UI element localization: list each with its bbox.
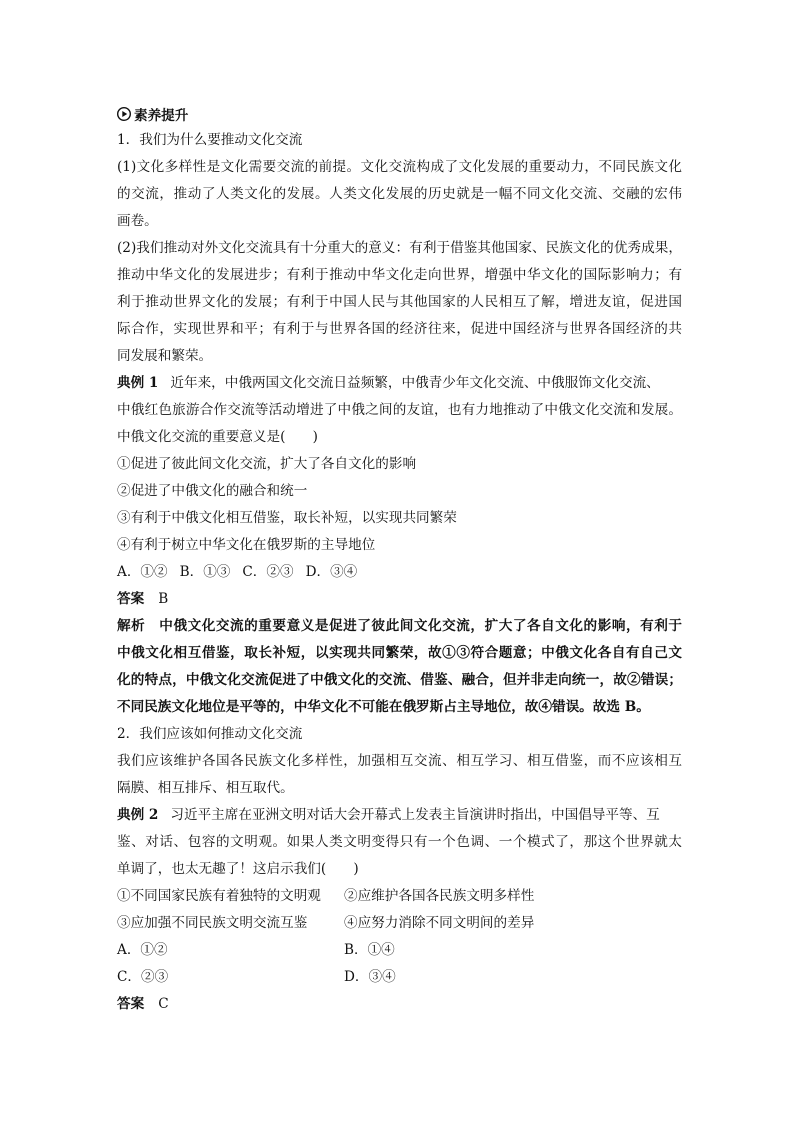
example1-answer-label: 答案 [117,591,145,607]
example2-stem-line: 鉴、对话、包容的文明观。如果人类文明变得只有一个色调、一个模式了，那这个世界就太 [117,834,682,850]
example1-option-a: A．①② [117,564,168,580]
example1-options [117,559,682,586]
point1-para1-line: 画卷。 [117,213,158,229]
example1-answer [117,586,682,613]
example1-answer-value: B [158,591,169,607]
example1-stem-line: 中俄红色旅游合作交流等活动增进了中俄之间的友谊，也有力地推动了中俄文化交流和发展。 [117,402,682,418]
example2-tag: 典例 2 [117,807,159,823]
example2-answer-value: C [158,996,169,1012]
point1-para2-line: 同发展和繁荣。 [117,348,213,364]
point1-heading: 1．我们为什么要推动文化交流 [117,132,303,148]
example1-statement: ②促进了中俄文化的融合和统一 [117,483,308,499]
example2-stem-text: 习近平主席在亚洲文明对话大会开幕式上发表主旨演讲时指出，中国倡导平等、互 [170,807,660,823]
point1-para2-line: 际合作，实现世界和平；有利于与世界各国的经济往来，促进中国经济与世界各国经济的共 [117,321,682,337]
example1-statement: ①促进了彼此间文化交流，扩大了各自文化的影响 [117,456,417,472]
section-heading [117,100,682,127]
point1-para2-line: 利于推动世界文化的发展；有利于中国人民与其他国家的人民相互了解，增进友谊，促进国 [117,294,682,310]
example1-statement: ③有利于中俄文化相互借鉴，取长补短，以实现共同繁荣 [117,510,457,526]
point1-para2-line: (2)我们推动对外文化交流具有十分重大的意义：有利于借鉴其他国家、民族文化的优秀成果， [117,240,682,256]
example1-analysis-label: 解析 [117,618,146,634]
example1-analysis-line: 化的特点，中俄文化交流促进了中俄文化的交流、借鉴、融合，但并非走向统一，故②错误； [117,672,682,688]
example2-answer-label: 答案 [117,996,145,1012]
example2-options-row [117,937,682,964]
point2-para-line: 隔膜、相互排斥、相互取代。 [117,780,294,796]
example2-statement: ②应维护各国各民族文明多样性 [344,888,535,904]
play-circle-icon [117,107,131,121]
example1-stem-first [117,370,682,397]
example1-option-c: C．②③ [242,564,294,580]
point1-para1-line: (1)文化多样性是文化需要交流的前提。文化交流构成了文化发展的重要动力，不同民族文化 [117,159,682,175]
example2-option-b: B．①④ [344,942,395,958]
example1-statement: ④有利于树立中华文化在俄罗斯的主导地位 [117,537,376,553]
example1-analysis-first [117,613,682,640]
example1-analysis-line: 不同民族文化地位是平等的，中华文化不可能在俄罗斯占主导地位，故④错误。故选 B。 [117,699,650,715]
example2-statement: ④应努力消除不同文明间的差异 [344,915,535,931]
point1-para1-line: 的交流，推动了人类文化的发展。人类文化发展的历史就是一幅不同文化交流、交融的宏伟 [117,186,682,202]
example2-option-a: A．①② [117,942,168,958]
example1-analysis [117,613,682,721]
content [117,100,682,1018]
example1-option-d: D．③④ [305,564,358,580]
example2-statements-row [117,883,682,910]
example1-stem-text: 近年来，中俄两国文化交流日益频繁，中俄青少年文化交流、中俄服饰文化交流、 [170,375,660,391]
section-title: 素养提升 [134,107,189,124]
example2-option-d: D．③④ [344,969,396,985]
example1-analysis-line: 中俄文化相互借鉴，取长补短，以实现共同繁荣，故①③符合题意；中俄文化各自有自己文 [117,645,682,661]
point2-para-line: 我们应该维护各国各民族文化多样性，加强相互交流、相互学习、相互借鉴，而不应该相互 [117,753,682,769]
example1-tag: 典例 1 [117,375,159,391]
example2-options-row [117,964,682,991]
example2-stem-first [117,802,682,829]
point2-heading: 2．我们应该如何推动文化交流 [117,726,303,742]
example2-statement: ①不同国家民族有着独特的文明观 [117,888,321,904]
example2-statement: ③应加强不同民族文明交流互鉴 [117,915,308,931]
point1-para2-line: 推动中华文化的发展进步；有利于推动中华文化走向世界，增强中华文化的国际影响力；有 [117,267,682,283]
example2-answer [117,991,682,1018]
example2-option-c: C．②③ [117,969,169,985]
example2-stem-line: 单调了，也太无趣了！这启示我们( ) [117,861,359,877]
example1-analysis-text: 中俄文化交流的重要意义是促进了彼此间文化交流，扩大了各自文化的影响，有利于 [159,618,683,634]
example2-statements-row [117,910,682,937]
example1-stem-line: 中俄文化交流的重要意义是( ) [117,429,318,445]
example1-option-b: B．①③ [179,564,231,580]
